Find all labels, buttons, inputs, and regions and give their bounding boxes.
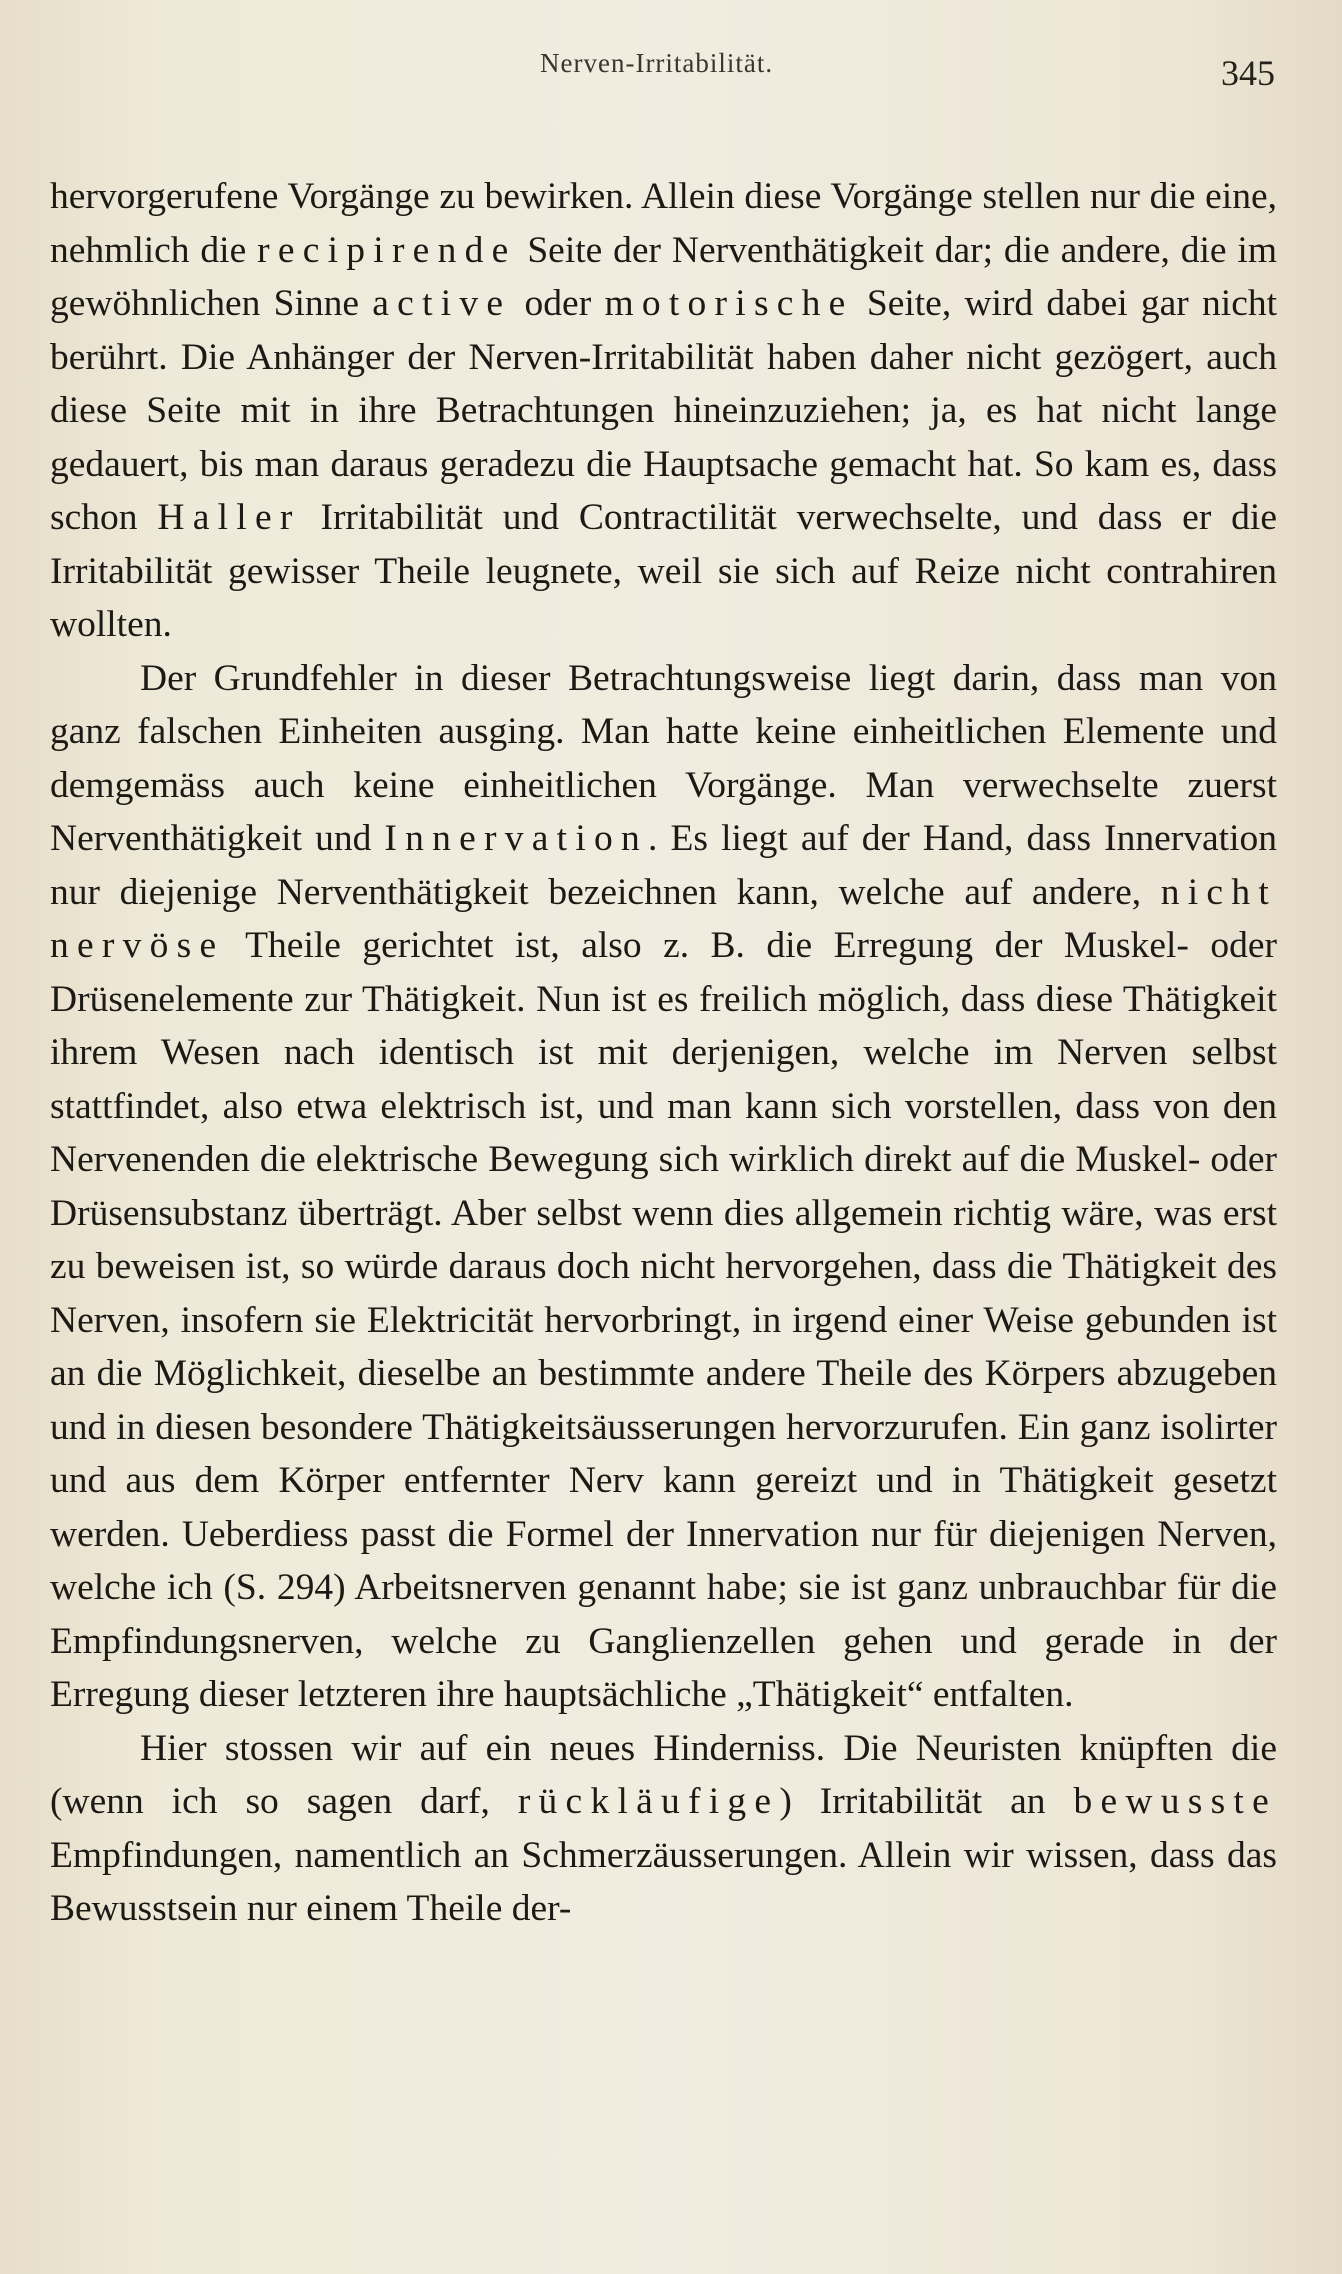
p1-emphasis-active: active [372, 283, 512, 324]
p2-text-2: . Es liegt auf der Hand, dass Innervation nur diejenige Nerventhätigkeit bezeichnen kann, welche auf andere, [50, 818, 1277, 913]
p3-text-1: Hier stossen wir auf ein neues Hinderniss. Die Neuristen knüpften die (wenn ich so sagen darf, [50, 1727, 1277, 1822]
p1-emphasis-motorische: motorische [604, 283, 854, 324]
p3-emphasis-ruecklaeufige: rückläufige [517, 1781, 780, 1822]
p2-text-3: Theile gerichtet ist, also z. B. die Erregung der Muskel- oder Drüsenelemente zur Thätigkeit. Nun ist es freilich möglich, dass diese Thätigkeit ihrem Wesen nach identisch ist mit derjenigen, welche im Nerven selbst stattfindet, also etwa elektrisch ist, und man kann sich vorstellen, dass von den Nervenenden die elektrische Bewegung sich wirklich direkt auf die Muskel- oder Drüsensubstanz überträgt. Aber selbst wenn dies allgemein richtig wäre, was erst zu beweisen ist, so würde daraus doch nicht hervorgehen, dass die Thätigkeit des Nerven, insofern sie Elektricität hervorbringt, in irgend einer Weise gebunden ist an die Möglichkeit, dieselbe an bestimmte andere Theile des Körpers abzugeben und in diesen besondere Thätigkeitsäusserungen hervorzurufen. Ein ganz isolirter und aus dem Körper entfernter Nerv kann gereizt und in Thätigkeit gesetzt werden. Ueberdiess passt die Formel der Innervation nur für diejenigen Nerven, welche ich (S. 294) Arbeitsnerven genannt habe; sie ist ganz unbrauchbar für die Empfindungsnerven, welche zu Ganglienzellen gehen und gerade in der Erregung dieser letzteren ihre hauptsächliche „Thätigkeit“ entfalten. [50, 925, 1277, 1715]
main-text-block [50, 170, 1277, 1936]
p1-emphasis-haller: Haller [157, 497, 301, 538]
page-header-title: Nerven-Irritabilität. [540, 48, 774, 78]
p3-text-3: Empfindungen, namentlich an Schmerzäusserungen. Allein wir wissen, dass das Bewusstsein nur einem Theile der- [50, 1834, 1277, 1929]
paragraph-2 [50, 652, 1277, 1722]
p2-emphasis-nicht-nervoese: nicht nervöse [50, 871, 1277, 966]
p1-text-1: hervorgerufene Vorgänge zu bewirken. Allein diese Vorgänge stellen nur die eine, nehmlich die [50, 176, 1277, 271]
p1-text-3: oder [511, 283, 605, 324]
p1-text-5: Irritabilität und Contractilität verwechselte, und dass er die Irritabilität gewisser Theile leugnete, weil sie sich auf Reize nicht contrahiren wollten. [50, 497, 1277, 645]
running-head [50, 40, 1277, 100]
p1-text-4: Seite, wird dabei gar nicht berührt. Die Anhänger der Nerven-Irritabilität haben daher nicht gezögert, auch diese Seite mit in ihre Betrachtungen hineinzuziehen; ja, es hat nicht lange gedauert, bis man daraus geradezu die Hauptsache gemacht hat. So kam es, dass schon [50, 283, 1278, 538]
p1-text-2: Seite der Nerventhätigkeit dar; die andere, die im gewöhnlichen Sinne [50, 229, 1277, 324]
p2-emphasis-innervation: Innervation [384, 818, 649, 859]
p3-text-2: ) Irritabilität an [779, 1781, 1074, 1822]
p3-emphasis-bewusste: bewusste [1073, 1781, 1277, 1822]
paragraph-1 [50, 170, 1277, 652]
page-number: 345 [1221, 53, 1275, 93]
p1-emphasis-recipirende: recipirende [257, 229, 517, 271]
paragraph-3 [50, 1722, 1277, 1936]
p2-text-1: Der Grundfehler in dieser Betrachtungsweise liegt darin, dass man von ganz falschen Einheiten ausging. Man hatte keine einheitlichen Elemente und demgemäss auch keine einheitlichen Vorgänge. Man verwechselte zuerst Nerventhätigkeit und [50, 657, 1277, 859]
